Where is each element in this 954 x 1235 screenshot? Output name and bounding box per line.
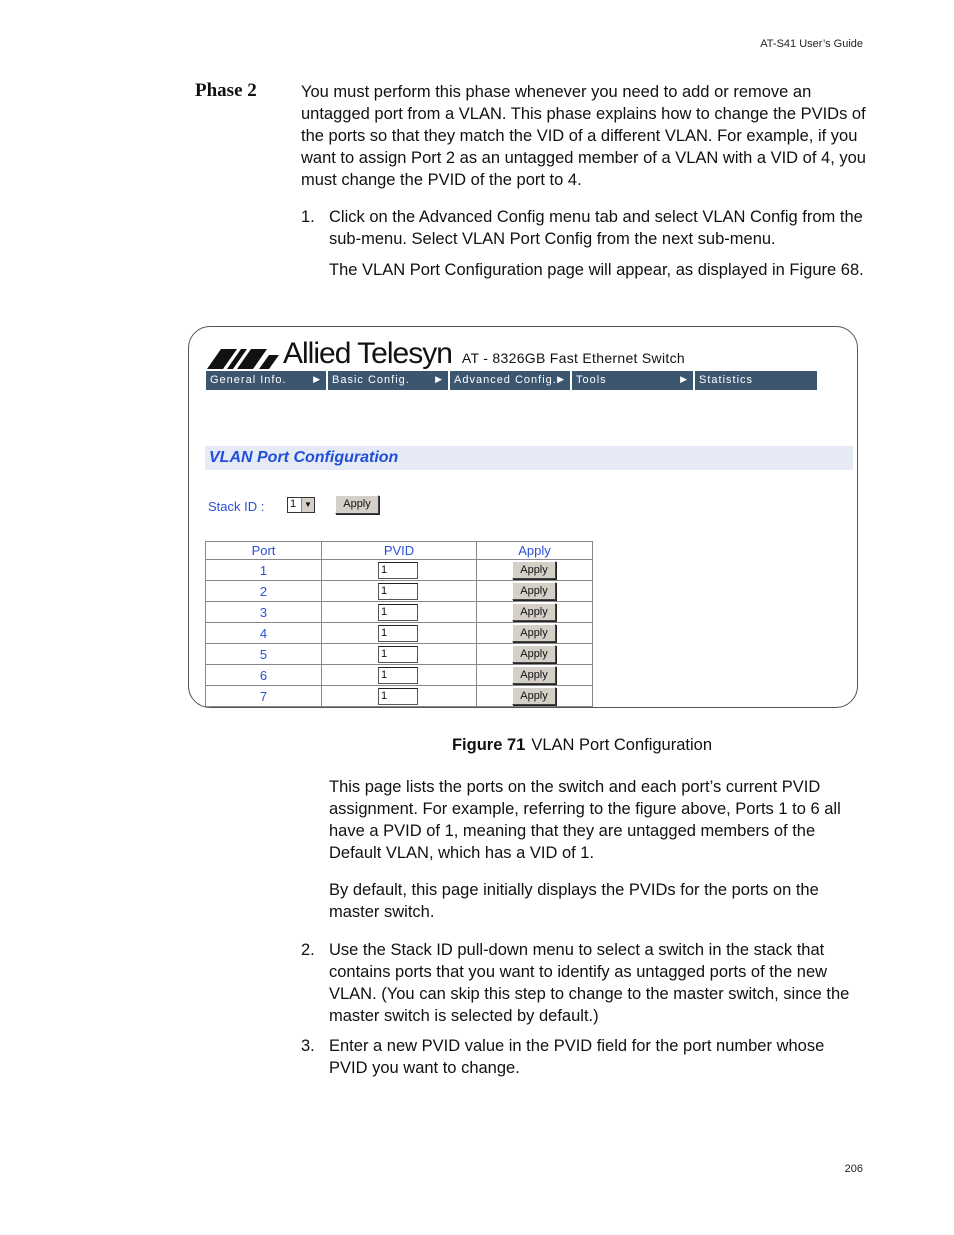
port-link[interactable]: 3 bbox=[206, 602, 322, 623]
pvid-cell bbox=[322, 665, 477, 686]
phase-intro-paragraph: You must perform this phase whenever you need to add or remove an untagged port from a VLAN. This phase explains how to change the PVIDs of the ports so that they match the VID of a different VLAN. For example, if you want to assign Port 2 as an untagged member of a VLAN with a VID of 4, you must change the PVID of the port to 4. bbox=[301, 83, 866, 189]
menu-label: General Info. bbox=[210, 374, 287, 386]
figure-screenshot bbox=[188, 326, 858, 708]
pvid-input[interactable]: 1 bbox=[378, 667, 418, 684]
step-text: Use the Stack ID pull-down menu to select a switch in the stack that contains ports that you want to identify as untagged ports of the new VLAN. (You can skip this step to change to the master switch, since the master switch is selected by default.) bbox=[329, 941, 850, 1025]
row-apply-button[interactable]: Apply bbox=[512, 666, 556, 684]
row-apply-button[interactable]: Apply bbox=[512, 687, 556, 705]
port-pvid-table bbox=[205, 541, 593, 707]
menu-tab-advanced-config[interactable] bbox=[450, 371, 570, 390]
menu-tab-tools[interactable] bbox=[572, 371, 693, 390]
column-header-apply: Apply bbox=[477, 542, 593, 560]
table-row bbox=[206, 623, 593, 644]
table-row bbox=[206, 665, 593, 686]
apply-cell bbox=[477, 602, 593, 623]
allied-telesyn-logo-icon bbox=[207, 345, 279, 371]
figure-number: Figure 71 bbox=[451, 736, 526, 754]
submenu-arrow-icon: ▶ bbox=[557, 374, 565, 384]
row-apply-button[interactable]: Apply bbox=[512, 645, 556, 663]
apply-cell bbox=[477, 581, 593, 602]
body-paragraph: This page lists the ports on the switch and each port’s current PVID assignment. For example, referring to the figure above, Ports 1 to 6 all have a PVID of 1, meaning that they are untagged members of the Default VLAN, which has a VID of 1. bbox=[329, 778, 841, 862]
apply-cell bbox=[477, 686, 593, 707]
running-header: AT-S41 User’s Guide bbox=[760, 38, 863, 50]
table-row bbox=[206, 644, 593, 665]
phase-heading: Phase 2 bbox=[195, 80, 257, 101]
menu-label: Tools bbox=[576, 374, 607, 386]
app-header bbox=[207, 335, 685, 371]
step-number: 1. bbox=[301, 208, 315, 226]
pvid-cell bbox=[322, 602, 477, 623]
page-number: 206 bbox=[844, 1163, 863, 1175]
step-number: 3. bbox=[301, 1037, 315, 1055]
column-header-port: Port bbox=[206, 542, 322, 560]
menu-label: Statistics bbox=[699, 374, 754, 386]
pvid-cell bbox=[322, 560, 477, 581]
menu-tab-general-info[interactable] bbox=[206, 371, 326, 390]
menu-tab-statistics[interactable] bbox=[695, 371, 817, 390]
port-link[interactable]: 5 bbox=[206, 644, 322, 665]
table-header-row bbox=[206, 542, 593, 560]
stack-id-label: Stack ID : bbox=[208, 499, 265, 514]
step-text: Enter a new PVID value in the PVID field for the port number whose PVID you want to change. bbox=[329, 1037, 825, 1077]
step-note: The VLAN Port Configuration page will appear, as displayed in Figure 68. bbox=[329, 261, 864, 279]
stack-id-value: 1 bbox=[290, 498, 297, 510]
table-row bbox=[206, 560, 593, 581]
step-text: Click on the Advanced Config menu tab and select VLAN Config from the sub-menu. Select VLAN Port Config from the next sub-menu. bbox=[329, 208, 863, 248]
pvid-cell bbox=[322, 623, 477, 644]
pvid-input[interactable]: 1 bbox=[378, 604, 418, 621]
figure-caption bbox=[0, 736, 954, 755]
submenu-arrow-icon: ▶ bbox=[313, 374, 321, 384]
pvid-input[interactable]: 1 bbox=[378, 688, 418, 705]
row-apply-button[interactable]: Apply bbox=[512, 582, 556, 600]
stack-id-select[interactable] bbox=[287, 497, 315, 513]
pvid-input[interactable]: 1 bbox=[378, 562, 418, 579]
menu-label: Advanced Config. bbox=[454, 374, 557, 386]
page-title: VLAN Port Configuration bbox=[205, 446, 853, 470]
switch-model: AT - 8326GB Fast Ethernet Switch bbox=[461, 350, 685, 366]
column-header-pvid: PVID bbox=[322, 542, 477, 560]
table-row bbox=[206, 581, 593, 602]
port-link[interactable]: 6 bbox=[206, 665, 322, 686]
brand-name: Allied Telesyn bbox=[283, 337, 452, 370]
main-menu bbox=[206, 371, 819, 390]
port-link[interactable]: 1 bbox=[206, 560, 322, 581]
apply-cell bbox=[477, 644, 593, 665]
menu-label: Basic Config. bbox=[332, 374, 410, 386]
apply-cell bbox=[477, 665, 593, 686]
body-paragraph: By default, this page initially displays the PVIDs for the ports on the master switch. bbox=[329, 881, 819, 921]
row-apply-button[interactable]: Apply bbox=[512, 603, 556, 621]
pvid-cell bbox=[322, 686, 477, 707]
submenu-arrow-icon: ▶ bbox=[680, 374, 688, 384]
port-link[interactable]: 4 bbox=[206, 623, 322, 644]
pvid-cell bbox=[322, 581, 477, 602]
apply-cell bbox=[477, 623, 593, 644]
row-apply-button[interactable]: Apply bbox=[512, 624, 556, 642]
table-row bbox=[206, 686, 593, 707]
apply-cell bbox=[477, 560, 593, 581]
table-row bbox=[206, 602, 593, 623]
menu-tab-basic-config[interactable] bbox=[328, 371, 448, 390]
pvid-cell bbox=[322, 644, 477, 665]
chevron-down-icon[interactable]: ▼ bbox=[301, 498, 314, 512]
pvid-input[interactable]: 1 bbox=[378, 625, 418, 642]
pvid-input[interactable]: 1 bbox=[378, 646, 418, 663]
port-link[interactable]: 2 bbox=[206, 581, 322, 602]
row-apply-button[interactable]: Apply bbox=[512, 561, 556, 579]
stack-apply-button[interactable]: Apply bbox=[335, 495, 379, 514]
submenu-arrow-icon: ▶ bbox=[435, 374, 443, 384]
port-link[interactable]: 7 bbox=[206, 686, 322, 707]
pvid-input[interactable]: 1 bbox=[378, 583, 418, 600]
figure-title: VLAN Port Configuration bbox=[531, 736, 713, 754]
step-number: 2. bbox=[301, 941, 315, 959]
